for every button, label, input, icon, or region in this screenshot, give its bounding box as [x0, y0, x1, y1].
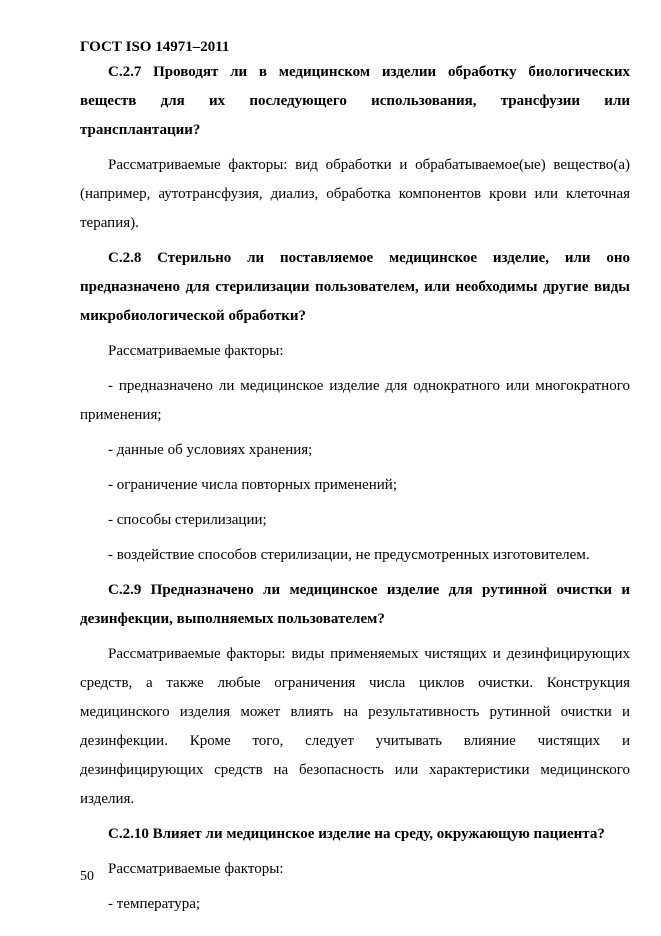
section-c210-question: С.2.10 Влияет ли медицинское изделие на среду, окружающую пациента?	[108, 826, 605, 842]
page-number: 50	[80, 869, 94, 884]
list-item: - данные об условиях хранения;	[108, 442, 313, 458]
document-header: ГОСТ ISO 14971–2011	[80, 39, 230, 55]
section-c27-factors: Рассматриваемые факторы: вид обработки и обрабатываемое(ые) вещество(а) (например, аутотрансфузия, диализ, обработка компонентов крови или клеточная терапия).	[80, 157, 630, 231]
section-c28-factors-label: Рассматриваемые факторы:	[108, 343, 284, 359]
list-item: - предназначено ли медицинское изделие для однократного или многократного применения;	[80, 378, 630, 423]
section-c27-question: С.2.7 Проводят ли в медицинском изделии обработку биологических веществ для их последующего использования, трансфузии или трансплантации?	[80, 64, 630, 138]
list-item: - способы стерилизации;	[108, 512, 267, 528]
document-page	[80, 36, 630, 925]
section-c29-question: С.2.9 Предназначено ли медицинское изделие для рутинной очистки и дезинфекции, выполняемых пользователем?	[80, 582, 630, 627]
list-item: - температура;	[108, 896, 201, 912]
section-c210-factors-label: Рассматриваемые факторы:	[108, 861, 284, 877]
list-item: - воздействие способов стерилизации, не предусмотренных изготовителем.	[108, 547, 590, 563]
list-item: - ограничение числа повторных применений;	[108, 477, 397, 493]
section-c28-question: С.2.8 Стерильно ли поставляемое медицинское изделие, или оно предназначено для стерилизации пользователем, или необходимы другие виды микробиологической обработки?	[80, 250, 630, 324]
section-c29-factors: Рассматриваемые факторы: виды применяемых чистящих и дезинфицирующих средств, а также любые ограничения числа циклов очистки. Конструкция медицинского изделия может влиять на результативность рутинной очистки и дезинфекции. Кроме того, следует учитывать влияние чистящих и дезинфицирующих средств на безопасность или характеристики медицинского изделия.	[80, 646, 630, 807]
